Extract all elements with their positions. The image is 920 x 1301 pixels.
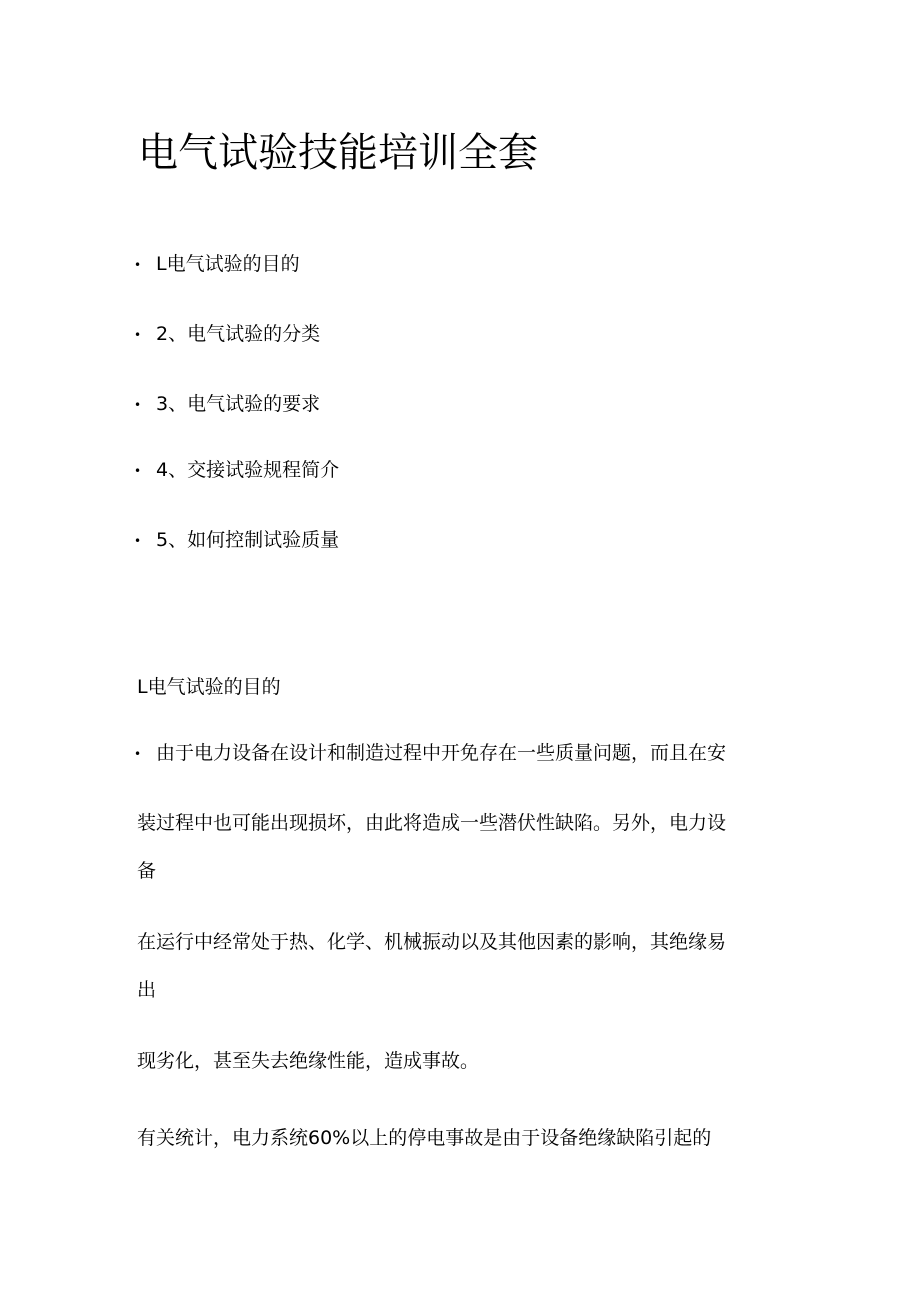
paragraph-line xyxy=(134,738,726,769)
toc-item xyxy=(134,525,339,555)
toc-item xyxy=(134,249,300,279)
bullet-icon: • xyxy=(134,327,142,342)
toc-item-label: L电气试验的目的 xyxy=(156,253,300,275)
toc-item-label: 2、电气试验的分类 xyxy=(156,323,321,345)
document-title: 电气试验技能培训全套 xyxy=(138,130,538,176)
bullet-icon: • xyxy=(134,257,142,272)
section-heading: L电气试验的目的 xyxy=(137,676,281,698)
toc-item xyxy=(134,455,339,485)
paragraph-line: 有关统计，电力系统60%以上的停电事故是由于设备绝缘缺陷引起的 xyxy=(137,1127,712,1149)
toc-item xyxy=(134,389,320,419)
toc-item-label: 4、交接试验规程简介 xyxy=(156,459,340,481)
toc-item xyxy=(134,319,320,349)
paragraph-line: 出 xyxy=(137,979,157,1001)
bullet-icon: • xyxy=(134,397,142,412)
toc-item-label: 5、如何控制试验质量 xyxy=(156,529,340,551)
paragraph-line: 备 xyxy=(137,860,157,882)
bullet-icon: • xyxy=(134,463,142,478)
paragraph-line: 现劣化，甚至失去绝缘性能，造成事故。 xyxy=(137,1050,480,1072)
bullet-icon: • xyxy=(134,746,142,761)
toc-item-label: 3、电气试验的要求 xyxy=(156,393,321,415)
paragraph-line: 在运行中经常处于热、化学、机械振动以及其他因素的影响，其绝缘易 xyxy=(137,931,727,953)
paragraph-text: 由于电力设备在设计和制造过程中开免存在一些质量问题，而且在安 xyxy=(156,742,727,764)
paragraph-line: 装过程中也可能出现损坏，由此将造成一些潜伏性缺陷。另外，电力设 xyxy=(137,812,727,834)
bullet-icon: • xyxy=(134,533,142,548)
